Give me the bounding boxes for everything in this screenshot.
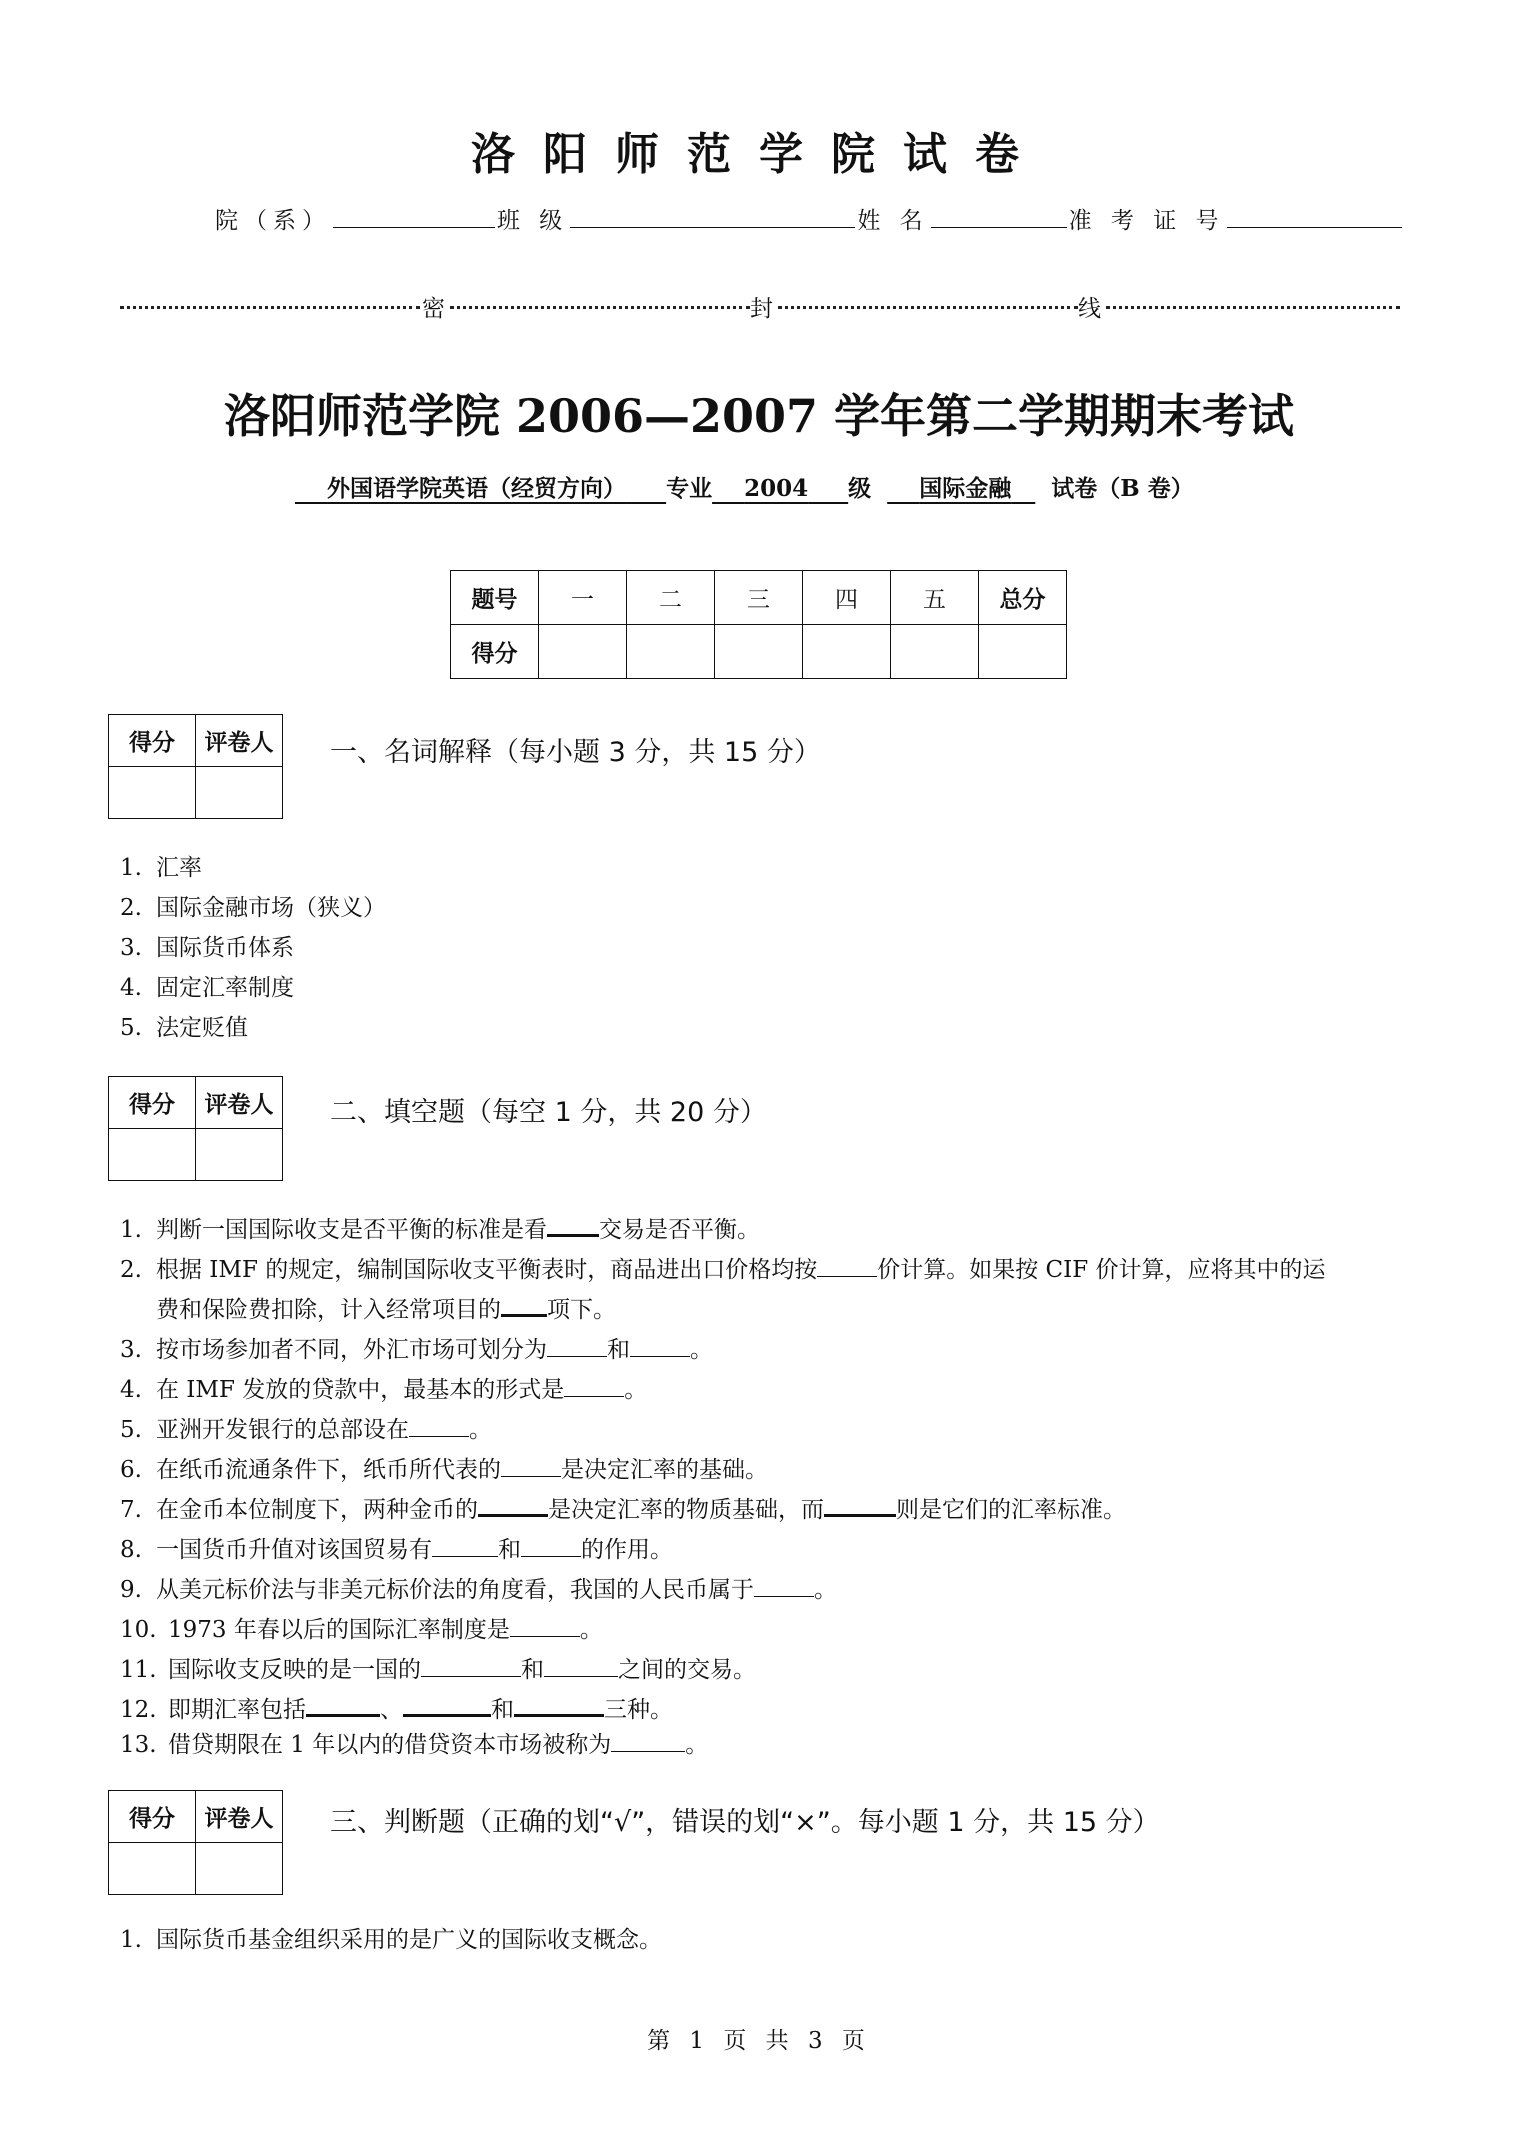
fill-blank[interactable] xyxy=(611,1729,685,1752)
fill-blank[interactable] xyxy=(421,1654,521,1677)
list-item: 4. 在 IMF 发放的贷款中，最基本的形式是 。 xyxy=(120,1370,647,1410)
student-info-line xyxy=(215,202,1404,235)
paper-label: 试卷（B 卷） xyxy=(1051,475,1194,502)
list-item: 13. 借贷期限在 1 年以内的借贷资本市场被称为 。 xyxy=(120,1725,708,1765)
score-table-col: 五 xyxy=(891,571,979,625)
score-box-score-label: 得分 xyxy=(109,1077,196,1129)
fill-blank[interactable] xyxy=(630,1334,690,1357)
list-item: 12. 即期汇率包括 、 和 三种。 xyxy=(120,1690,673,1730)
seal-dots xyxy=(120,306,420,309)
fill-blank[interactable] xyxy=(510,1614,580,1637)
section3-heading: 三、判断题（正确的划“√”，错误的划“×”。每小题 1 分，共 15 分） xyxy=(330,1807,1160,1838)
score-table-col: 一 xyxy=(539,571,627,625)
fill-blank[interactable] xyxy=(564,1374,624,1397)
fill-blank[interactable] xyxy=(754,1574,814,1597)
college-blank xyxy=(333,205,495,228)
score-box-cell[interactable] xyxy=(196,1843,283,1895)
list-item: 5. 法定贬值 xyxy=(120,1015,248,1041)
list-item-continued: 费和保险费扣除，计入经常项目的 项下。 xyxy=(156,1290,616,1330)
list-item: 1. 判断一国国际收支是否平衡的标准是看 交易是否平衡。 xyxy=(120,1210,760,1250)
score-cell[interactable] xyxy=(627,625,715,679)
section1-score-box xyxy=(108,714,283,819)
fill-blank[interactable] xyxy=(521,1534,581,1557)
score-box-grader-label: 评卷人 xyxy=(196,715,283,767)
list-item: 9. 从美元标价法与非美元标价法的角度看，我国的人民币属于 。 xyxy=(120,1570,837,1610)
list-item: 2. 根据 IMF 的规定，编制国际收支平衡表时，商品进出口价格均按 价计算。如果按 CIF 价计算，应将其中的运 xyxy=(120,1250,1325,1290)
fill-blank[interactable] xyxy=(547,1212,599,1237)
score-table-col: 二 xyxy=(627,571,715,625)
fill-blank[interactable] xyxy=(817,1254,877,1277)
major-label: 专业 xyxy=(666,475,713,502)
score-box-grader-label: 评卷人 xyxy=(196,1791,283,1843)
score-table-col: 总分 xyxy=(979,571,1067,625)
score-box-score-label: 得分 xyxy=(109,715,196,767)
list-item: 1. 国际货币基金组织采用的是广义的国际收支概念。 xyxy=(120,1927,662,1953)
list-item: 2. 国际金融市场（狭义） xyxy=(120,895,386,921)
seal-dots xyxy=(450,306,750,309)
department: 外国语学院英语（经贸方向） xyxy=(327,475,627,502)
fill-blank[interactable] xyxy=(544,1654,618,1677)
fill-blank[interactable] xyxy=(501,1454,561,1477)
list-item: 3. 按市场参加者不同，外汇市场可划分为 和 。 xyxy=(120,1330,713,1370)
seal-dots xyxy=(1106,306,1400,309)
exam-title: 洛阳师范学院 2006—2007 学年第二学期期末考试 xyxy=(223,389,1295,443)
list-item: 5. 亚洲开发银行的总部设在 。 xyxy=(120,1410,492,1450)
score-cell[interactable] xyxy=(715,625,803,679)
list-item: 8. 一国货币升值对该国贸易有 和 的作用。 xyxy=(120,1530,673,1570)
score-table-row-label: 得分 xyxy=(451,625,539,679)
score-box-cell[interactable] xyxy=(109,1843,196,1895)
list-item: 3. 国际货币体系 xyxy=(120,935,294,961)
seal-char-feng: 封 xyxy=(750,296,773,322)
list-item: 1. 汇率 xyxy=(120,855,202,881)
score-table-col: 三 xyxy=(715,571,803,625)
score-box-cell[interactable] xyxy=(196,767,283,819)
course-name: 国际金融 xyxy=(919,475,1012,502)
score-table-col: 四 xyxy=(803,571,891,625)
exam-id-label: 准 考 证 号 xyxy=(1068,208,1225,234)
seal-char-xian: 线 xyxy=(1078,296,1101,322)
exam-id-blank xyxy=(1227,205,1402,228)
seal-dots xyxy=(778,306,1078,309)
score-table xyxy=(450,570,1067,679)
fill-blank[interactable] xyxy=(547,1334,607,1357)
score-cell[interactable] xyxy=(539,625,627,679)
fill-blank[interactable] xyxy=(478,1492,548,1517)
score-cell[interactable] xyxy=(979,625,1067,679)
list-item: 7. 在金币本位制度下，两种金币的 是决定汇率的物质基础，而 则是它们的汇率标准。 xyxy=(120,1490,1126,1530)
seal-line xyxy=(120,290,1400,324)
score-box-cell[interactable] xyxy=(109,767,196,819)
section3-score-box xyxy=(108,1790,283,1895)
page-number: 第 1 页 共 3 页 xyxy=(647,2028,871,2054)
score-box-cell[interactable] xyxy=(196,1129,283,1181)
score-box-cell[interactable] xyxy=(109,1129,196,1181)
section2-heading: 二、填空题（每空 1 分，共 20 分） xyxy=(330,1097,767,1128)
fill-blank[interactable] xyxy=(501,1292,547,1317)
fill-blank[interactable] xyxy=(306,1692,380,1717)
section2-score-box xyxy=(108,1076,283,1181)
college-label: 院（系） xyxy=(215,208,331,234)
class-blank xyxy=(570,205,855,228)
seal-char-mi: 密 xyxy=(422,296,445,322)
list-item: 10. 1973 年春以后的国际汇率制度是 。 xyxy=(120,1610,603,1650)
fill-blank[interactable] xyxy=(409,1414,469,1437)
name-label: 姓 名 xyxy=(857,208,929,234)
name-blank xyxy=(931,205,1067,228)
score-table-header: 题号 xyxy=(451,571,539,625)
score-box-grader-label: 评卷人 xyxy=(196,1077,283,1129)
list-item: 6. 在纸币流通条件下，纸币所代表的 是决定汇率的基础。 xyxy=(120,1450,768,1490)
year: 2004 xyxy=(744,475,809,502)
class-label: 班 级 xyxy=(497,208,569,234)
section1-heading: 一、名词解释（每小题 3 分，共 15 分） xyxy=(330,737,821,768)
fill-blank[interactable] xyxy=(824,1492,896,1517)
fill-blank[interactable] xyxy=(514,1692,604,1717)
score-cell[interactable] xyxy=(803,625,891,679)
fill-blank[interactable] xyxy=(403,1692,491,1717)
score-box-score-label: 得分 xyxy=(109,1791,196,1843)
score-cell[interactable] xyxy=(891,625,979,679)
list-item: 4. 固定汇率制度 xyxy=(120,975,294,1001)
grade-label: 级 xyxy=(848,475,872,502)
exam-subtitle xyxy=(295,470,1194,503)
list-item: 11. 国际收支反映的是一国的 和 之间的交易。 xyxy=(120,1650,756,1690)
school-title: 洛阳师范学院试卷 xyxy=(471,129,1047,180)
fill-blank[interactable] xyxy=(432,1534,498,1557)
